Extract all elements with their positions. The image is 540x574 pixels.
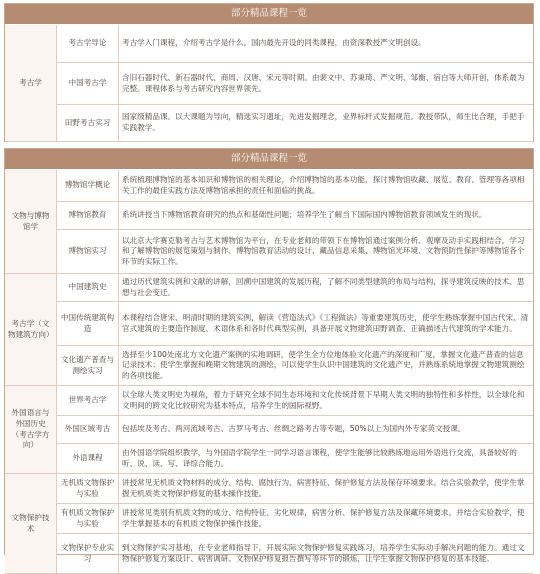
- course-description: 系统梳理博物馆的基本知识和博物馆的相关理论，介绍博物馆的基本功能，探讨博物馆收藏、展览、教育、管理等各项相关工作的最佳实践方法及博物馆承担的责任和面临的挑战。: [119, 170, 533, 202]
- course-description: 以北京大学赛克勒考古与艺术博物馆为平台，在专业老师的带领下在博物馆通过案例分析、观摩及动手实践相结合，学习和了解博物馆的展览策划与制作、博物馆教育活动的设计、藏品信息采集、博物馆光环境、文物预防性保护等博物馆各个环节的实际工作。: [119, 230, 533, 274]
- table-title: 部分精品课程一览: [5, 149, 533, 169]
- course-name: 无机质文物保护与实验: [57, 474, 119, 504]
- course-description: 通过历代建筑实例和文献的讲解，回溯中国建筑的发展历程，了解不同类型建筑的布局与结构，探寻建筑反映的技术、思想与社会变迁。: [119, 274, 533, 302]
- category-cell: 文物保护技术: [5, 474, 57, 574]
- table-title: 部分精品课程一览: [5, 4, 533, 24]
- course-description: 含旧石器时代、新石器时代、商周、汉唐、宋元等时期。由裴文中、苏秉琦、严文明、邹衡、宿白等大师开创，体系最为完整。课程体系与考古研究内容世界领先。: [119, 63, 533, 105]
- table-body: [5, 170, 533, 563]
- category-cell: 文物与博物馆学: [5, 170, 57, 274]
- course-description: 系统讲授当下博物馆教育研究的热点和基础性问题；培养学生了解当下国际国内博物馆教育领域发生的现状。: [119, 202, 533, 230]
- course-name: 博物馆实习: [57, 230, 119, 274]
- category-cell: 考古学（文物建筑方向）: [5, 274, 57, 386]
- course-name: 世界考古学: [57, 386, 119, 416]
- course-name: 外语课程: [57, 444, 119, 474]
- course-description: 国家级精品课。以大课题为导向，精选实习遗址，先进发掘理念，业界标杆式发掘规范。教授带队，师生比合理，手把手实践教学。: [119, 105, 533, 142]
- course-name: 有机质文物保护与实验: [57, 504, 119, 534]
- course-description: 讲授常见无机质文物材料的成分、结构、腐蚀行为、病害特征、保护修复方法及保存环境要求。结合实验教学，使学生掌握无机质类文物保护修复的基本操作技能。: [119, 474, 533, 504]
- course-name: 文物保护专业实习: [57, 534, 119, 574]
- course-description: 本课程结合唐宋、明清时期的建筑实例，解读《营造法式》《工程做法》等重要建筑历史，使学生熟练掌握中国古代宋、清官式建筑的主要造作制度、术语体系和各时代典型实例，具备开展文物建筑田野调查、正确描述古代建筑的学术能力。: [119, 302, 533, 346]
- course-name: 文化遗产普查与测绘实习: [57, 346, 119, 386]
- course-description: 以全球人类文明史为视角，着力于研究全球不同生态环境和文化传统背景下早期人类文明的独特性和多样性，以全球化和文明间的跨文化比较研究为基本特点，培养学生的国际视野。: [119, 386, 533, 416]
- course-table-other: [4, 148, 534, 563]
- course-table-archaeology: [4, 3, 534, 142]
- course-description: 包括埃及考古、两河流域考古、古罗马考古、丝绸之路考古等专题，50%以上为国内外专家英文授课。: [119, 416, 533, 444]
- course-name: 中国建筑史: [57, 274, 119, 302]
- course-name: 中国传统建筑构造: [57, 302, 119, 346]
- course-description: 讲授常见类别有机质文物的成分、结构特征、劣化规律，病害分析、保护修复方法及保藏环境要求。并结合实验教学，使学生掌握基本的有机质文物保护操作技能。: [119, 504, 533, 534]
- course-description: 到文物保护实习基地，在专业老师指导下，开展实际文物保护修复实践练习，培养学生实际动手解决问题的能力。通过文物保护修复方案设计、病害调研、文物保护修复报告撰写等环节的锻炼，让学生掌握文物保护修复的基本技能。: [119, 534, 533, 574]
- course-name: 外国区域考古: [57, 416, 119, 444]
- course-name: 考古学导论: [57, 25, 119, 63]
- table-body: [5, 25, 533, 141]
- course-description: 由外国语学院组织教学，与外国语学院学生一同学习语言课程，使学生能够比较熟练地运用外语进行交流，具备较好的听、说、读、写、译综合能力。: [119, 444, 533, 474]
- course-description: 考古学入门课程，介绍考古学是什么。国内最先开设的同类课程，由资深教授严文明创设。: [119, 25, 533, 63]
- category-cell: 外国语言与外国历史（考古学方向）: [5, 386, 57, 474]
- course-description: 选择至少100处南北方文化遗产案例的实地调研，使学生全方位地体验文化遗产的深度和广度，掌握文化遗产普查的信息记录技术；使学生掌握和晚期文物建筑的测绘，可以使学生认识中国建筑的文化遗产史，并熟练系统地掌握文物建筑测绘的各项技能。: [119, 346, 533, 386]
- course-name: 博物馆教育: [57, 202, 119, 230]
- course-name: 博物馆学概论: [57, 170, 119, 202]
- category-cell: 考古学: [5, 25, 57, 142]
- course-name: 田野考古实习: [57, 105, 119, 142]
- course-name: 中国考古学: [57, 63, 119, 105]
